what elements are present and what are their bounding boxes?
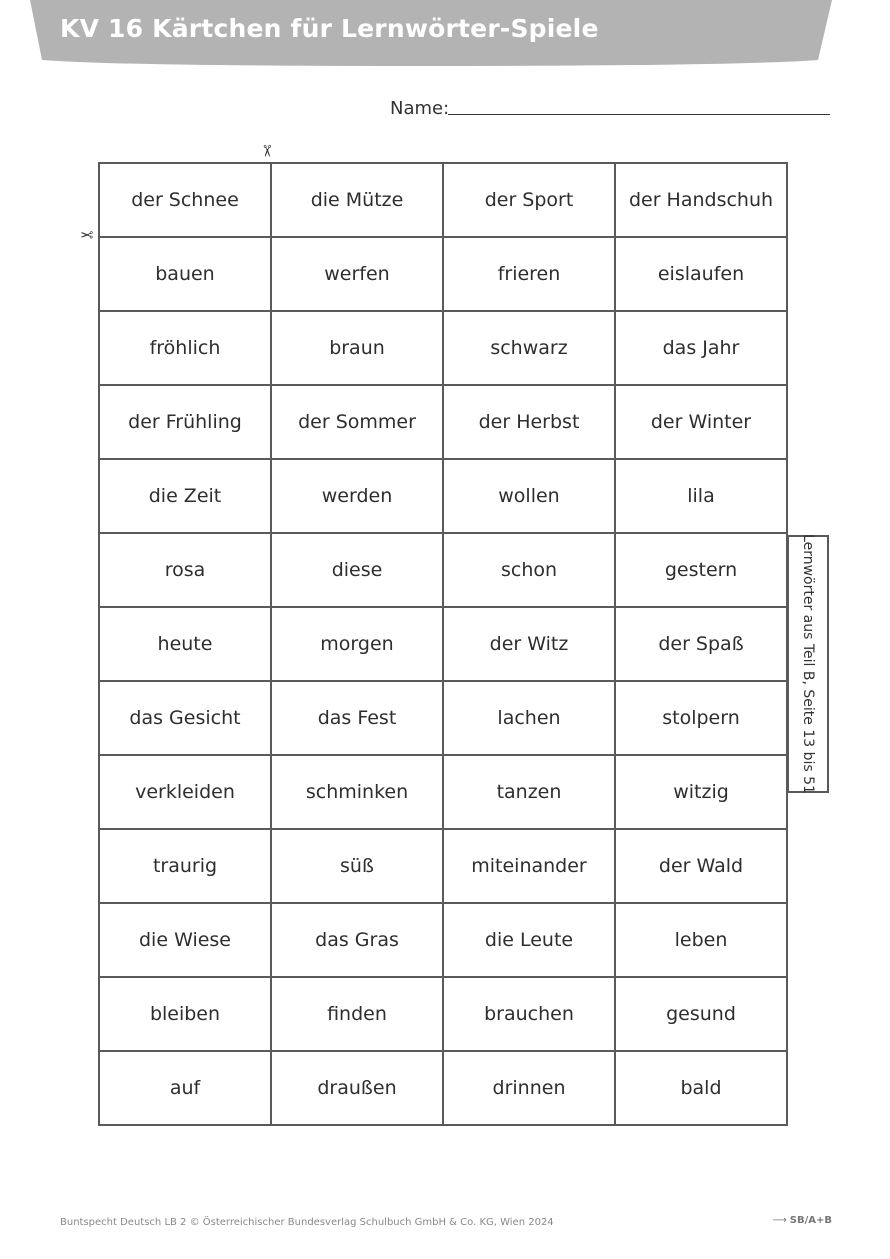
footer-reference-label: SB/A+B [789,1215,832,1226]
word-card: der Handschuh [615,163,787,237]
word-card-row [99,533,787,607]
word-card: gestern [615,533,787,607]
word-card: drinnen [443,1051,615,1125]
name-label: Name: [390,98,450,119]
word-card-row [99,903,787,977]
word-card: schminken [271,755,443,829]
word-card-row [99,1051,787,1125]
word-card: der Frühling [99,385,271,459]
word-card-row [99,163,787,237]
word-card-row [99,459,787,533]
word-card: morgen [271,607,443,681]
word-card: schon [443,533,615,607]
word-card: tanzen [443,755,615,829]
word-card: lila [615,459,787,533]
word-card: stolpern [615,681,787,755]
word-card: der Witz [443,607,615,681]
page-title: KV 16 Kärtchen für Lernwörter-Spiele [60,14,599,43]
word-card-row [99,237,787,311]
word-card: bald [615,1051,787,1125]
arrow-right-icon: ⟶ [772,1215,787,1226]
word-card: eislaufen [615,237,787,311]
word-card: miteinander [443,829,615,903]
word-card-row [99,681,787,755]
word-card: die Leute [443,903,615,977]
word-card: diese [271,533,443,607]
name-write-line [448,114,830,115]
word-card: der Sport [443,163,615,237]
word-card: das Jahr [615,311,787,385]
scissors-icon: ✂ [257,144,277,158]
word-card: verkleiden [99,755,271,829]
word-card-grid [98,162,788,1126]
word-card: finden [271,977,443,1051]
word-card-row [99,311,787,385]
word-card: der Winter [615,385,787,459]
word-card: der Sommer [271,385,443,459]
footer-copyright: Buntspecht Deutsch LB 2 © Österreichischer Bundesverlag Schulbuch GmbH & Co. KG, Wien 2024 [60,1217,554,1228]
word-card: heute [99,607,271,681]
scissors-icon: ✂ [80,225,94,244]
word-card: wollen [443,459,615,533]
word-card: werden [271,459,443,533]
word-card: auf [99,1051,271,1125]
word-card: die Zeit [99,459,271,533]
word-card: der Herbst [443,385,615,459]
word-card-row [99,977,787,1051]
side-label [787,535,829,793]
word-card: traurig [99,829,271,903]
word-card: süß [271,829,443,903]
word-card: die Mütze [271,163,443,237]
word-card: die Wiese [99,903,271,977]
word-card: braun [271,311,443,385]
word-card: frieren [443,237,615,311]
word-card: das Fest [271,681,443,755]
word-card: der Wald [615,829,787,903]
word-card: rosa [99,533,271,607]
word-card: witzig [615,755,787,829]
word-card-row [99,607,787,681]
name-field [390,98,832,122]
header-band [0,0,890,66]
word-card: gesund [615,977,787,1051]
word-card: bleiben [99,977,271,1051]
word-card: das Gesicht [99,681,271,755]
word-card: leben [615,903,787,977]
word-card-row [99,755,787,829]
word-card: lachen [443,681,615,755]
word-card: fröhlich [99,311,271,385]
word-card: draußen [271,1051,443,1125]
word-card: schwarz [443,311,615,385]
word-card-row [99,829,787,903]
word-card: werfen [271,237,443,311]
footer-reference [772,1215,832,1226]
word-card: das Gras [271,903,443,977]
side-label-text: Lernwörter aus Teil B, Seite 13 bis 51 [800,534,816,794]
word-card: bauen [99,237,271,311]
word-card: brauchen [443,977,615,1051]
word-card: der Schnee [99,163,271,237]
word-card: der Spaß [615,607,787,681]
word-card-row [99,385,787,459]
